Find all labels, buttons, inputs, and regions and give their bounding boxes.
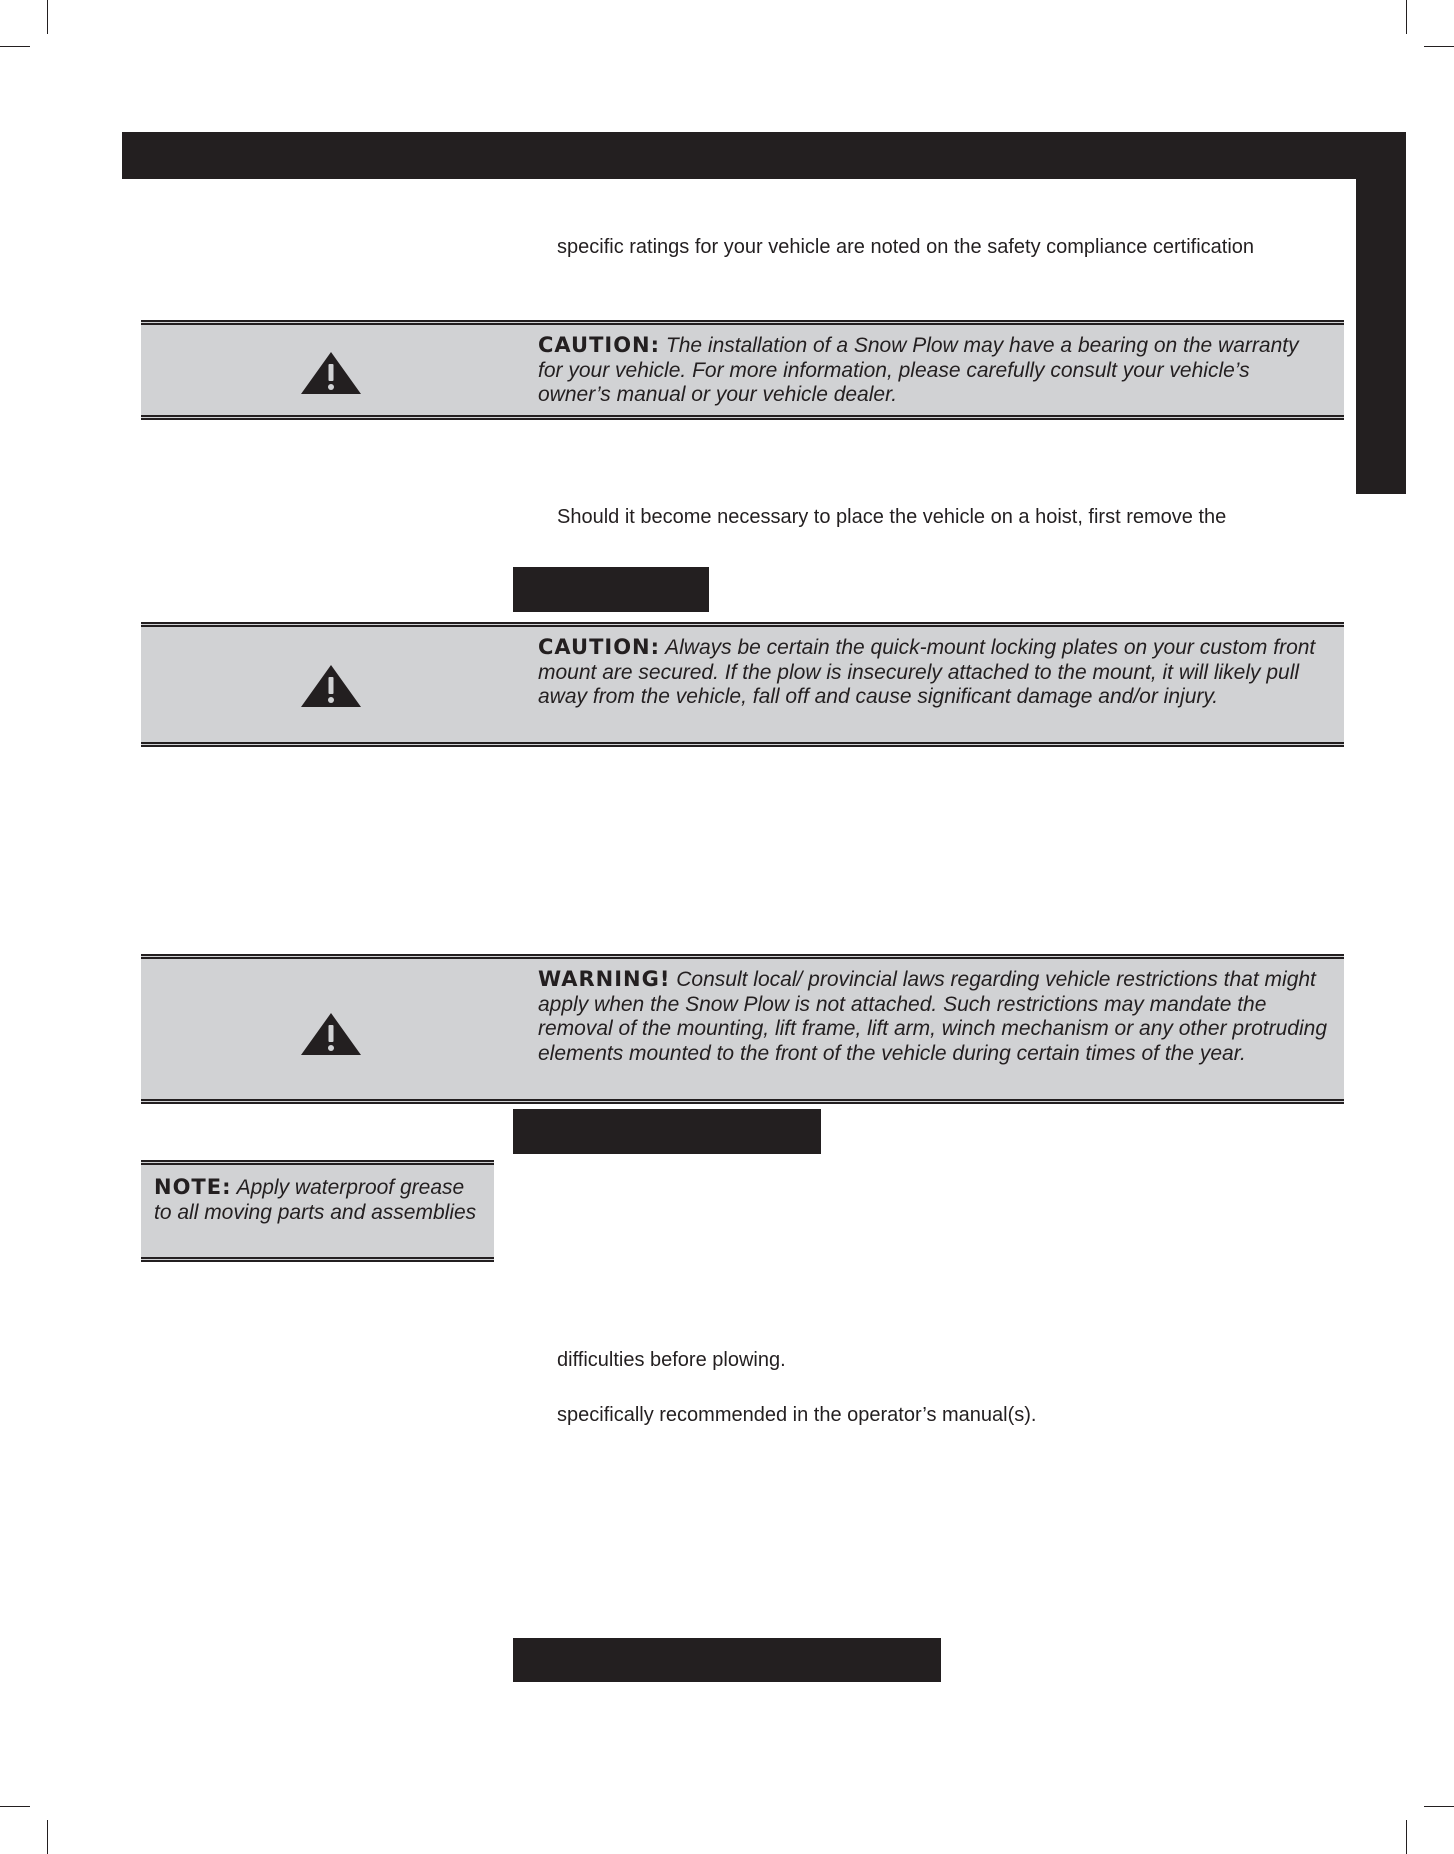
crop-mark xyxy=(1424,1806,1454,1807)
crop-mark xyxy=(1424,46,1454,47)
section-heading-bar xyxy=(513,567,709,612)
body-text-line: Should it become necessary to place the vehicle on a hoist, first remove the xyxy=(557,506,1227,528)
note-keyword: NOTE: xyxy=(154,1175,232,1199)
section-heading-bar xyxy=(513,1109,821,1154)
section-heading-bar xyxy=(513,1638,941,1682)
notice-message xyxy=(538,333,1328,408)
crop-mark xyxy=(47,1820,48,1854)
notice-text: Consult local/ provincial laws regarding vehicle restrictions that might apply when the Snow Plow is not attached. Such restrictions may mandate the removal of the mounting, lift frame, lift arm, winch mechanism or any other protruding elements mounted to the front of the vehicle during certain times of the year. xyxy=(538,968,1327,1065)
crop-mark xyxy=(0,1806,30,1807)
notice-message xyxy=(538,967,1328,1066)
notice-text: Always be certain the quick-mount locking plates on your custom front mount are secured. If the plow is insecurely attached to the mount, it will likely pull away from the vehicle, fall off and cause significant damage and/or injury. xyxy=(538,636,1316,709)
header-bar xyxy=(122,132,1406,179)
side-tab xyxy=(1356,132,1406,494)
notice-keyword: CAUTION: xyxy=(538,635,661,659)
body-text-line: specifically recommended in the operator’s manual(s). xyxy=(557,1404,1037,1426)
notice-text: The installation of a Snow Plow may have a bearing on the warranty for your vehicle. For more information, please carefully consult your vehicle’s owner’s manual or your vehicle dealer. xyxy=(538,334,1299,407)
body-text-line: difficulties before plowing. xyxy=(557,1349,786,1371)
caution-notice-warranty xyxy=(141,320,1344,420)
note-text: Apply waterproof grease to all moving parts and assemblies xyxy=(154,1176,477,1224)
note-message xyxy=(154,1175,484,1225)
crop-mark xyxy=(47,0,48,34)
notice-keyword: WARNING! xyxy=(538,967,671,991)
crop-mark xyxy=(1406,0,1407,34)
warning-triangle-icon xyxy=(300,351,362,395)
crop-mark xyxy=(1406,1820,1407,1854)
caution-notice-mount xyxy=(141,622,1344,747)
warning-notice-laws xyxy=(141,954,1344,1104)
notice-message xyxy=(538,635,1328,710)
crop-mark xyxy=(0,46,30,47)
warning-triangle-icon xyxy=(300,1012,362,1056)
note-box xyxy=(141,1160,494,1262)
warning-triangle-icon xyxy=(300,664,362,708)
body-text-line: specific ratings for your vehicle are noted on the safety compliance certification xyxy=(557,236,1255,258)
notice-keyword: CAUTION: xyxy=(538,333,661,357)
